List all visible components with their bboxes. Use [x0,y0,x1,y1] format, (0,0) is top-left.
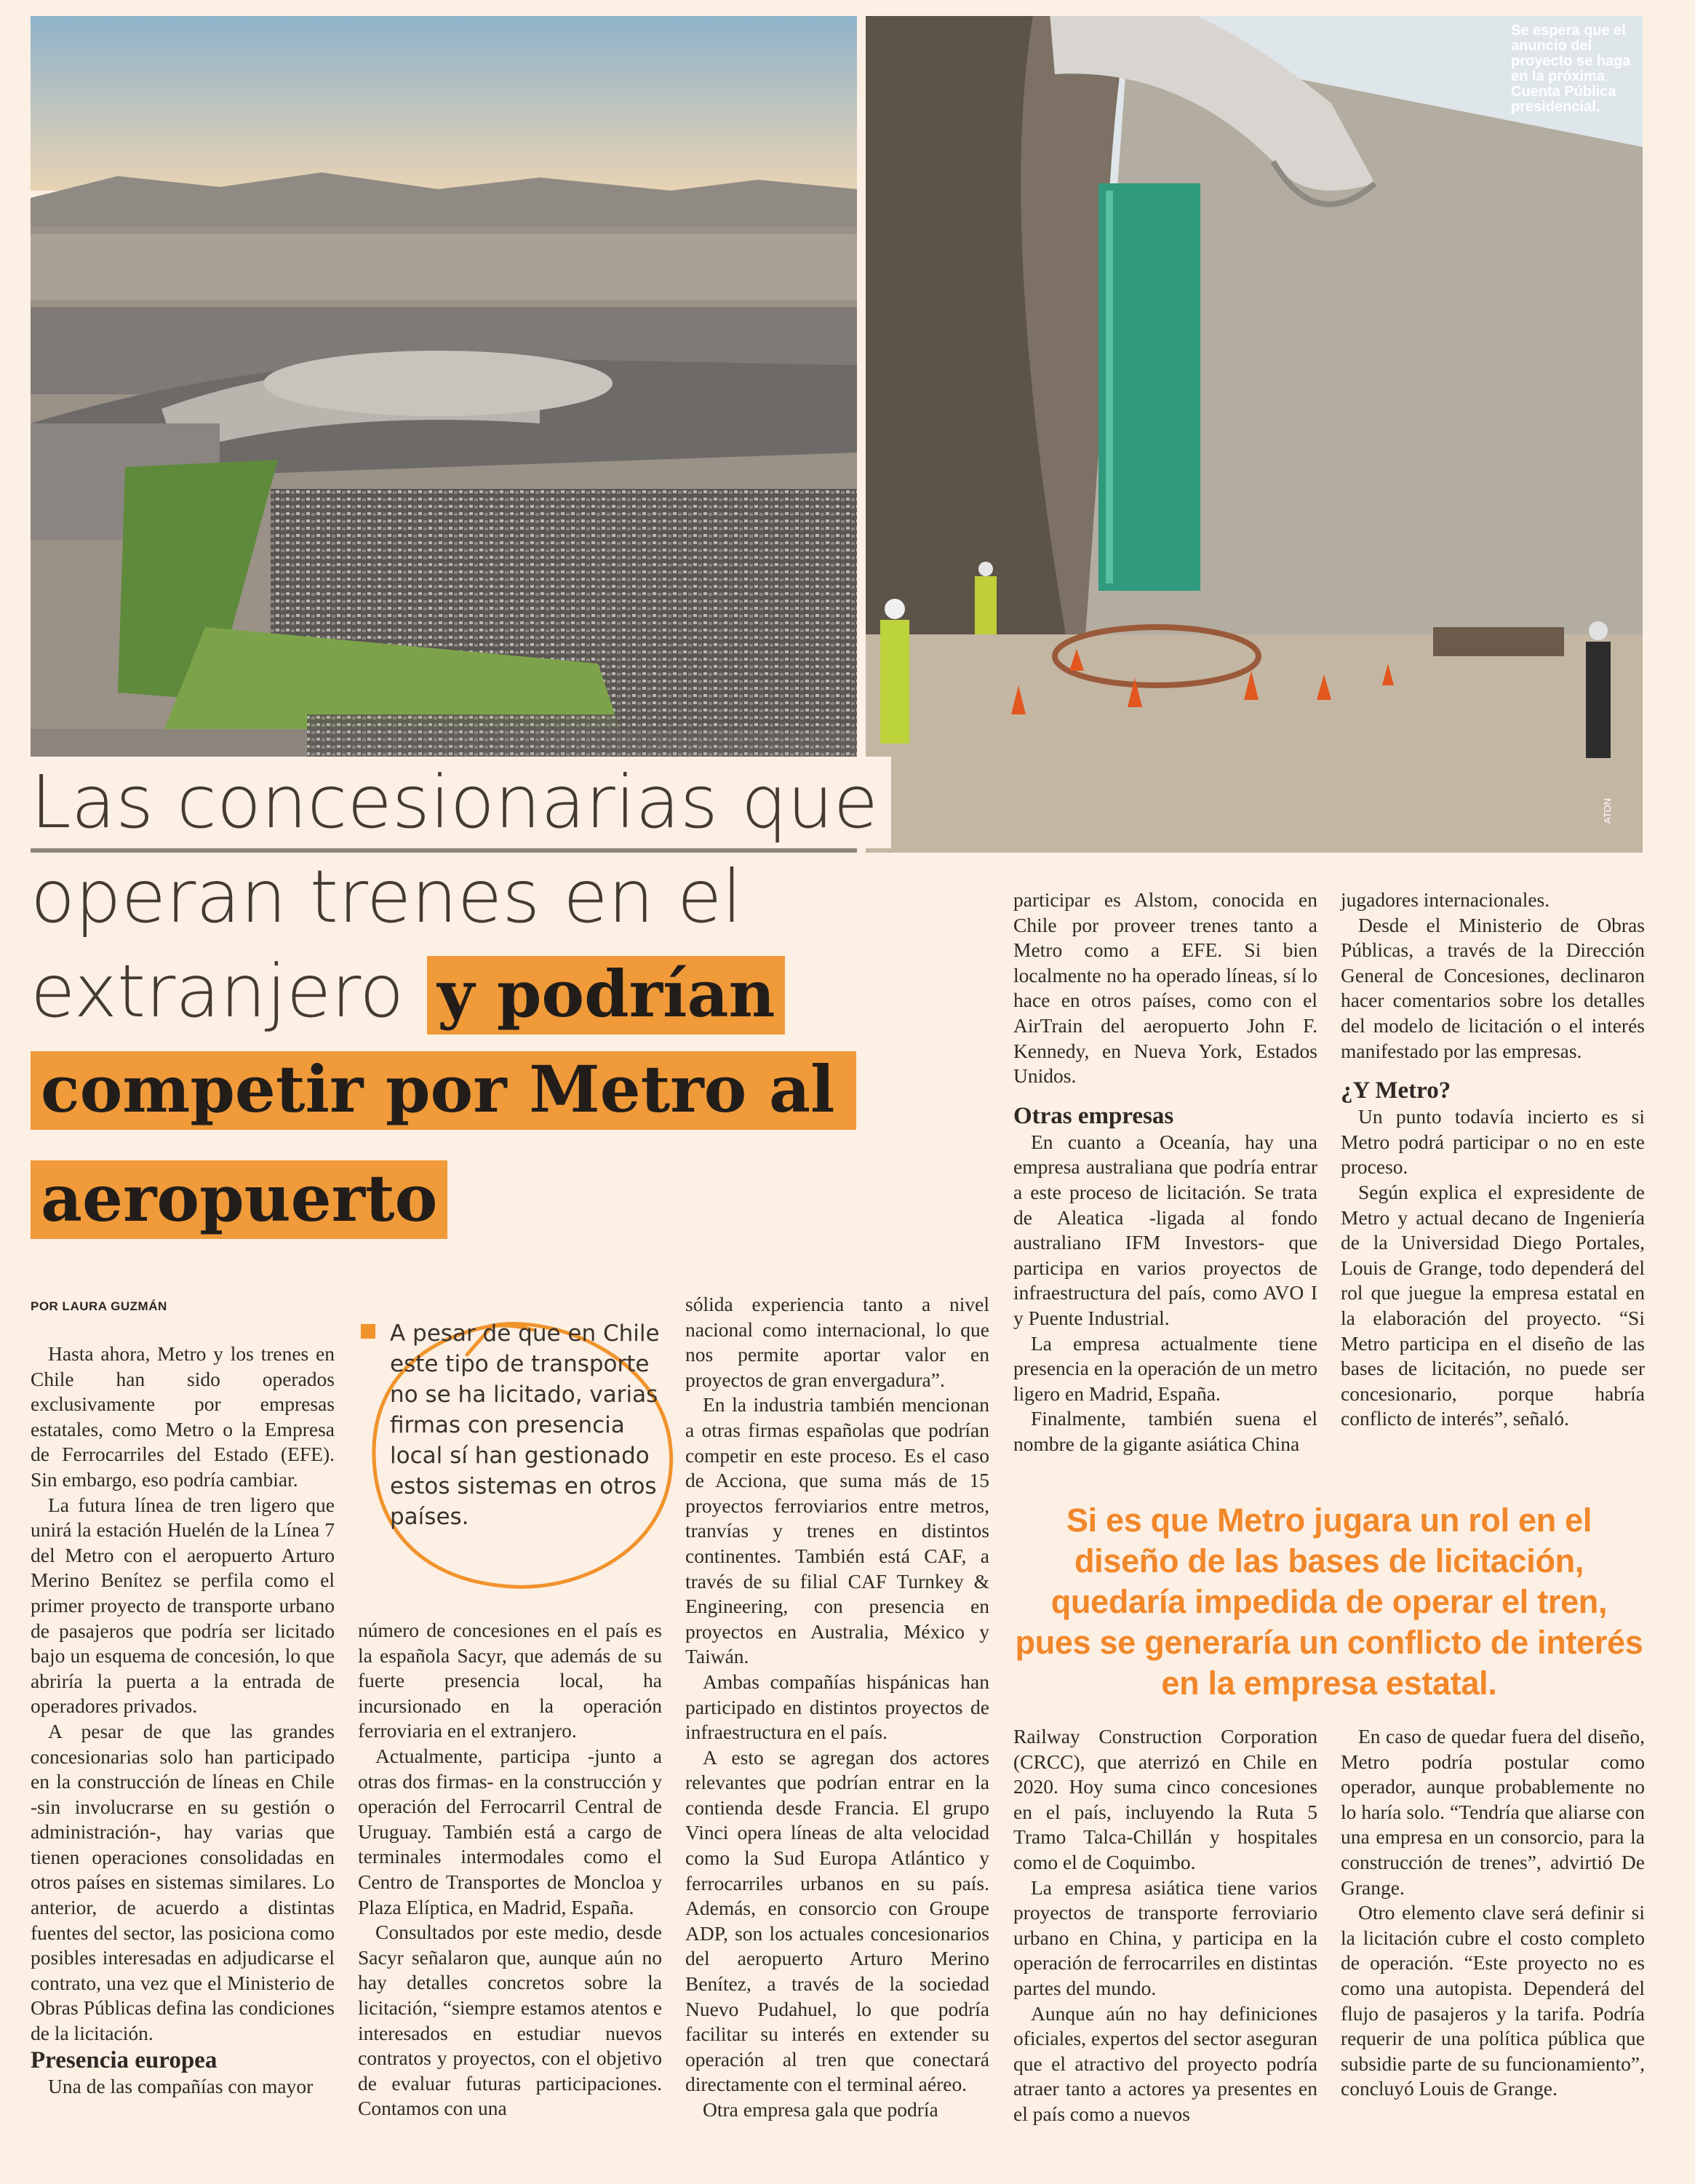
paragraph: A esto se agregan dos actores relevantes que podrían entrar en la contienda desde Francia. El grupo Vinci opera líneas de alta velocidad como la Sud Europa Atlántico y ferrocarriles urbanos en su país. Además, en consorcio con Groupe ADP, son los actuales concesionarios del aeropuerto Arturo Merino Benítez, a través de la sociedad Nuevo Pudahuel, lo que podría facilitar su interés en extender su operación al tren que conectará directamente con el terminal aéreo. [685,1745,989,2096]
airport-aerial-photo-icon [31,16,857,853]
paragraph: Otra empresa gala que podría [703,2098,938,2121]
article-column-4-bottom [1013,1724,1317,2127]
paragraph: A pesar de que las grandes concesionarias solo han participado en la construcción de líneas en Chile -sin involucrarse en su gestión o administración-, hay varias que tienen operaciones consolidadas en otros países en sistemas similares. Lo anterior, de acuerdo a distintas fuentes del sector, las posiciona como posibles interesadas en adjudicarse el contrato, una vez que el Ministerio de Obras Públicas defina las condiciones de la licitación. [31,1719,335,2045]
subhead-presencia-europea: Presencia europea [31,2046,218,2073]
paragraph: número de concesiones en el país es la española Sacyr, que además de su fuerte presencia local, ha incursionado en la operación ferroviaria en el extranjero. [358,1619,662,1742]
article-column-5-bottom [1341,1724,1645,2102]
paragraph: Otro elemento clave será definir si la licitación cubre el costo completo de operación. “Este proyecto no es como una autopista. Dependerá del flujo de pasajeros y la tarifa. Podría requerir de una política pública que subsidie parte de su funcionamiento”, concluyó Louis de Grange. [1341,1901,1645,2100]
bullet-square-icon [361,1324,375,1339]
photo-credit: ATON [1602,798,1613,824]
headline-line-3 [31,944,947,1041]
construction-shaft-photo-icon [866,16,1643,853]
airport-aerial-photo [31,16,857,853]
pull-quote-text: A pesar de que en Chile este tipo de transporte no se ha licitado, varias firmas con presencia local sí han gestionado estos sistemas en otros países. [390,1320,660,1530]
pull-quote [358,1311,678,1602]
paragraph: La futura línea de tren ligero que unirá la estación Huelén de la Línea 7 del Metro con el aeropuerto Arturo Merino Benítez se perfila como el primer proyecto de transporte urbano de pasajeros que podría ser licitado bajo un esquema de concesión, lo que abriría la puerta a la entrada de operadores privados. [31,1493,335,1718]
paragraph: Railway Construction Corporation (CRCC), que aterrizó en Chile en 2020. Hoy suma cinco concesiones en el país, incluyendo la Ruta 5 Tramo Talca-Chillán y hospitales como el de Coquimbo. [1013,1725,1317,1873]
headline-continued [31,850,947,1262]
paragraph: En caso de quedar fuera del diseño, Metro podría postular como operador, aunque probablemente no lo haría solo. “Tendría que aliarse con una empresa en un consorcio, para la construcción de trenes”, advirtió De Grange. [1341,1725,1645,1899]
paragraph: Aunque aún no hay definiciones oficiales, expertos del sector aseguran que el atractivo del proyecto podría atraer tanto a actores ya presentes en el país como a nuevos [1013,2001,1317,2125]
subhead-otras-empresas: Otras empresas [1013,1102,1174,1129]
headline-line-3-bold: y podrían [427,956,785,1035]
paragraph: Desde el Ministerio de Obras Públicas, a través de la Dirección General de Concesiones, declinaron hacer comentarios sobre los detalles del modelo de licitación o el interés manifestado por las empresas. [1341,913,1645,1062]
headline-line-2: operan trenes en el [31,854,743,939]
paragraph: Finalmente, también suena el nombre de la gigante asiática China [1013,1407,1317,1455]
headline-line-4: competir por Metro al [31,1051,856,1130]
highlight-quote: Si es que Metro jugara un rol en el diseño de las bases de licitación, quedaría impedida de operar el tren, pues se generaría un conflicto de interés en la empresa estatal. [1015,1502,1643,1702]
headline-line-3-light: extranjero [31,949,428,1034]
byline: POR LAURA GUZMÁN [31,1299,167,1313]
article-column-4-top [1013,888,1317,1456]
paragraph: La empresa actualmente tiene presencia en la operación de un metro ligero en Madrid, España. [1013,1331,1317,1405]
construction-shaft-photo [866,16,1643,853]
photo-caption: Se espera que el anuncio del proyecto se haga en la próxima Cuenta Pública presidencial. [1511,23,1631,115]
paragraph: Una de las compañías con mayor [48,2074,314,2097]
article-column-1 [31,1342,335,2099]
headline-line-1: Las concesionarias que [31,757,891,848]
paragraph: Consultados por este medio, desde Sacyr señalaron que, aunque aún no hay detalles concretos sobre la licitación, “siempre estamos atentos e interesados en estudiar nuevos contratos y proyectos, con el objetivo de evaluar futuras participaciones. Contamos con una [358,1921,662,2120]
headline-line-5: aeropuerto [31,1160,447,1239]
paragraph: participar es Alstom, conocida en Chile por proveer trenes tanto a Metro como a EFE. Si bien localmente no ha operado líneas, sí lo hace en otros países, como con el AirTrain del aeropuerto John F. Kennedy, en Nueva York, Estados Unidos. [1013,888,1317,1088]
paragraph: Un punto todavía incierto es si Metro podrá participar o no en este proceso. [1341,1105,1645,1179]
paragraph: Según explica el expresidente de Metro y actual decano de Ingeniería de la Universidad Diego Portales, Louis de Grange, todo dependerá del rol que juegue la empresa estatal en la elaboración del proyecto. “Si Metro participa en el diseño de las bases de licitación, no puede ser concesionario, porque habría conflicto de interés”, señaló. [1341,1180,1645,1430]
article-column-5-top [1341,888,1645,1432]
subhead-y-metro: ¿Y Metro? [1341,1077,1451,1104]
headline [31,757,947,848]
paragraph: En la industria también mencionan a otras firmas españolas que podrían competir en este proceso. Es el caso de Acciona, que suma más de 15 proyectos ferroviarios entre metros, tranvías y trenes en distintos continentes. También está CAF, a través de su filial CAF Turnkey & Engineering, con presencia en proyectos en Australia, México y Taiwán. [685,1393,989,1668]
article-column-2 [358,1618,662,2121]
paragraph: sólida experiencia tanto a nivel nacional como internacional, lo que nos permite aportar valor en proyectos de gran envergadura”. [685,1293,989,1391]
article-column-3 [685,1292,989,2123]
paragraph: La empresa asiática tiene varios proyectos de transporte ferroviario urbano en China, y participa en la operación de ferrocarriles en distintas partes del mundo. [1013,1876,1317,1999]
paragraph: Actualmente, participa -junto a otras dos firmas- en la construcción y operación del Ferrocarril Central de Uruguay. También está a cargo de terminales intermodales como el Centro de Transportes de Moncloa y Plaza Elíptica, en Madrid, España. [358,1744,662,1918]
paragraph: Ambas compañías hispánicas han participado en distintos proyectos de infraestructura en el país. [685,1670,989,1744]
paragraph: Hasta ahora, Metro y los trenes en Chile han sido operados exclusivamente por empresas estatales, como Metro o la Empresa de Ferrocarriles del Estado (EFE). Sin embargo, eso podría cambiar. [31,1342,335,1491]
paragraph: En cuanto a Oceanía, hay una empresa australiana que podría entrar a este proceso de licitación. Se trata de Aleatica -ligada al fondo australiano IFM Investors- que participa en varios proyectos de infraestructura del país, como AVO I y Puente Industrial. [1013,1130,1317,1329]
paragraph: jugadores internacionales. [1341,888,1550,911]
